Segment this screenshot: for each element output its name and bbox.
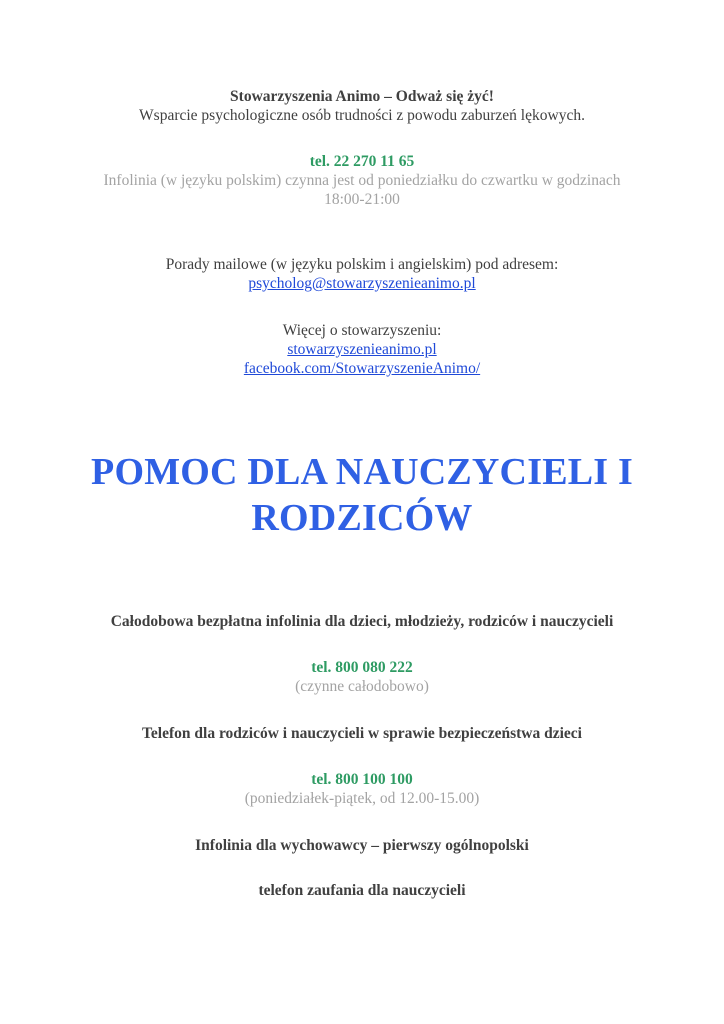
animo-facebook-line [0, 359, 724, 378]
animo-facebook-link[interactable]: facebook.com/StowarzyszenieAnimo/ [243, 360, 481, 377]
helpline-safety-title: Telefon dla rodziców i nauczycieli w sprawie bezpieczeństwa dzieci [142, 725, 582, 742]
helpline-teachers-title-line2: telefon zaufania dla nauczycieli [258, 882, 466, 899]
animo-hours-line2: 18:00-21:00 [324, 191, 400, 208]
helpline-children-note: (czynne całodobowo) [295, 678, 429, 695]
animo-website-line [0, 340, 724, 359]
helpline-safety-note: (poniedziałek-piątek, od 12.00-15.00) [244, 790, 480, 807]
section-heading-line2: RODZICÓW [251, 497, 473, 539]
helpline-teachers-title-line1: Infolinia dla wychowawcy – pierwszy ogólnopolski [195, 837, 529, 854]
helpline-children-title: Całodobowa bezpłatna infolinia dla dzieci, młodzieży, rodziców i nauczycieli [110, 613, 614, 630]
animo-subtitle: Wsparcie psychologiczne osób trudności z powodu zaburzeń lękowych. [139, 107, 585, 124]
helpline-children-phone: tel. 800 080 222 [311, 659, 413, 676]
animo-title: Stowarzyszenia Animo – Odważ się żyć! [230, 88, 494, 105]
animo-phone: tel. 22 270 11 65 [309, 153, 415, 170]
animo-more-intro: Więcej o stowarzyszeniu: [282, 322, 442, 339]
animo-website-link[interactable]: stowarzyszenieanimo.pl [287, 341, 437, 358]
animo-email-intro: Porady mailowe (w języku polskim i angielskim) pod adresem: [165, 256, 559, 273]
animo-email-line [0, 274, 724, 293]
section-heading-line1: POMOC DLA NAUCZYCIELI I [91, 451, 633, 493]
helpline-safety-phone: tel. 800 100 100 [311, 771, 413, 788]
animo-email-link[interactable]: psycholog@stowarzyszenieanimo.pl [248, 275, 476, 292]
animo-hours-line1: Infolinia (w języku polskim) czynna jest od poniedziałku do czwartku w godzinach [103, 172, 621, 189]
